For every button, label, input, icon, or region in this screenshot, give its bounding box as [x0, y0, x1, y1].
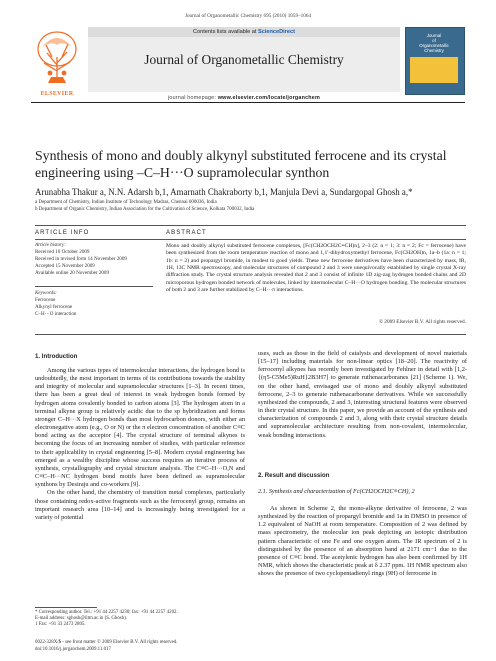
- contents-prefix: Contents lists available at: [192, 29, 257, 35]
- article-history: [35, 242, 153, 277]
- article-info-heading: ARTICLE INFO: [35, 230, 90, 236]
- divider: [35, 334, 466, 335]
- footnote-corresponding: * Corresponding author. Tel.: +91 44 2257 4230; fax: +91 44 2257 4202.: [35, 610, 178, 615]
- affiliation-a: a Department of Chemistry, Indian Institute of Technology Madras, Chennai 600036, India: [35, 200, 217, 205]
- paragraph: As shown in Scheme 2, the mono-alkyne derivative of ferrocene, 2 was synthesized by the reaction of propargyl bromide and 1a in DMSO in presence of 1.2 equivalent of NaOH at room temperature. Composition of 2 was defined by mass spectrometry, the molecular ion peak depicting an isotopic distribution pattern characteristic of one Fe and one oxygen atom. The IR spectrum of 2 is distinguished by the presence of an absorption band at 2171 cm−1 due to the presence of C≡C bond. The acetylenic hydrogen has also been confirmed by 1H NMR, which shows the characteristic peak at δ 2.37 ppm. 1H NMR spectrum also shows the presence of two cyclopentadienyl rings (9H) of ferrocene in: [258, 505, 467, 578]
- paper-title-line: engineering using –C–H···O supramolecular synthon: [35, 165, 330, 180]
- sciencedirect-link[interactable]: ScienceDirect: [257, 29, 295, 35]
- cover-title-line: Journal: [426, 33, 442, 38]
- history-label: Article history:: [35, 242, 66, 248]
- left-column: [35, 367, 245, 522]
- abstract-copyright: © 2009 Elsevier B.V. All rights reserved.: [378, 319, 466, 325]
- history-item: Available online 20 November 2009: [35, 269, 110, 276]
- cover-title-line: of: [432, 38, 436, 43]
- footnote-fax: 1 Fax: +91 33 2473 2805.: [35, 622, 86, 628]
- divider: [35, 225, 466, 226]
- abstract-heading: ABSTRACT: [166, 230, 207, 236]
- abstract-text: Mono and doubly alkynyl substituted ferrocene complexes, [Fc(CH2OCH2C≡CH)n], 2–3 (2: n = 1; 3: n = 2; Fc = ferrocene) have been synthesized from the room temperature reaction of mono and 1,1′-dihydroxymethyl ferrocene, Fc(CH2OH)n, 1a–b (1a: n = 1; 1b: n = 2) and propargyl bromide, in modest to good yields. These new ferrocene derivatives have been characterized by mass, IR, 1H, 13C NMR spectroscopy, and molecular structures of compound 2 and 3 were unequivocally established by single crystal X-ray diffraction study. The crystal structure analysis revealed that 2 and 3 consist of infinite 1D zig-zag hydrogen bonded chains and 2D microporous hydrogen bonded network of molecules, linked by intermolecular C–H···O hydrogen bonding. The molecular structures of both 2 and 3 are further stabilized by C–H···π interactions.: [166, 243, 466, 294]
- elsevier-tree-logo: [32, 27, 82, 91]
- keywords-label: Keywords:: [35, 290, 57, 296]
- keyword: C–H···O interaction: [35, 310, 77, 317]
- results-heading: 2. Result and discussion: [258, 472, 330, 479]
- cover-title: [408, 33, 460, 53]
- footnote-email: E-mail address: sghosh@iitm.ac.in (S. Ghosh).: [35, 616, 127, 622]
- contents-bar: [88, 27, 400, 37]
- divider: [35, 286, 153, 287]
- homepage-label: journal homepage:: [168, 95, 217, 101]
- footnotes: [35, 610, 245, 629]
- homepage-url[interactable]: www.elsevier.com/locate/jorganchem: [217, 95, 320, 101]
- journal-reference: Journal of Organometallic Chemistry 695 (2010) 1059–1064: [184, 13, 312, 19]
- footer-doi[interactable]: doi:10.1016/j.jorganchem.2009.11.017: [35, 647, 111, 652]
- keyword: Alkynyl ferrocene: [35, 303, 73, 310]
- cover-title-line: Chemistry: [424, 48, 444, 53]
- footnote-rule: [35, 607, 97, 608]
- history-item: Accepted 15 November 2009: [35, 262, 95, 269]
- subsection-heading: 2.1. Synthesis and characterization of Fc(CH2OCH2C≡CH), 2: [258, 488, 415, 495]
- paper-title: [35, 147, 465, 181]
- introduction-heading: 1. Introduction: [35, 353, 78, 360]
- paper-title-line: Synthesis of mono and doubly alkynyl substituted ferrocene and its crystal: [35, 148, 447, 163]
- publisher-name: ELSEVIER: [40, 91, 74, 97]
- paragraph: uses, such as those in the field of catalysis and development of novel materials [15–17] including materials for non-linear optics [18–20]. The reactivity of ferrocenyl alkynes has recently been investigated by Fehlner in detail with [1,2-{(η5-C5Me5)RuH}2B3H7] to generate ruthenacarboranes [21] (Scheme 1). We, on the other hand, envisaged use of mono and doubly alkynyl substituted ferrocene, 2–3 to generate ruthenacarborane derivatives. While we successfully synthesized the compounds, 2 and 3, interesting structural features were observed in their crystal structure. In this paper, we provide an account of the synthesis and characterization of compounds 2 and 3, along with their crystal structure details and supramolecular architecture resulting from non-covalent, intermolecular, weak bonding interactions.: [258, 350, 467, 439]
- right-column-lower: [258, 505, 467, 578]
- footer-issn: 0022-328X/$ - see front matter © 2009 Elsevier B.V. All rights reserved.: [35, 640, 178, 645]
- author-list: Arunabha Thakur a, N.N. Adarsh b,1, Amarnath Chakraborty b,1, Manjula Devi a, Sundargopal Ghosh a,*: [35, 187, 413, 197]
- cover-band: [410, 57, 458, 83]
- keywords: [35, 290, 153, 318]
- journal-homepage: [88, 95, 400, 101]
- journal-title: Journal of Organometallic Chemistry: [144, 52, 344, 67]
- paragraph: On the other hand, the chemistry of transition metal complexes, particularly those containing redox-active fragments such as the ferrocenyl group, remains an important research area [10–14] and is increasingly being investigated for a variety of potential: [35, 489, 245, 521]
- divider: [35, 239, 466, 240]
- history-item: Received in revised form 14 November 2009: [35, 255, 127, 262]
- paragraph: Among the various types of intermolecular interactions, the hydrogen bond is undoubtedly, the most important in terms of its contributions towards the stability and integrity of molecular and supramolecular structures [1–3]. In recent times, there has been a great deal of interest in weak hydrogen bonds formed by hydrogen atoms covalently bonded to carbon atoms [3]. The hydrogen atom in a terminal alkyne group is relatively acidic due to the sp hybridization and forms stronger C–H···X hydrogen bonds than most hydrocarbon donors, with either an electronegative atom (e.g., O or N) or the π electron concentration of another C≡C bond acting as the acceptor [4]. The crystal structure of terminal alkynes is becoming the focus of an increasing number of studies, with particular reference to their applicability in crystal engineering [5–8]. Modern crystal engineering has emerged as a wealthy discipline whose success requires an iterative process of synthesis, crystallography and crystal structure analysis. The C≡C–H···O,N and C≡C–H···NC hydrogen bond motifs have been defined as supramolecular synthons by Desiraju and co-workers [9].: [35, 367, 245, 489]
- cover-title-line: Organometallic: [419, 43, 449, 48]
- affiliation-b: b Department of Organic Chemistry, Indian Association for the Cultivation of Science, Kolkata 700032, India: [35, 207, 255, 212]
- right-column: [258, 350, 467, 440]
- keyword: Ferrocene: [35, 296, 56, 303]
- history-item: Received 10 October 2009: [35, 248, 90, 255]
